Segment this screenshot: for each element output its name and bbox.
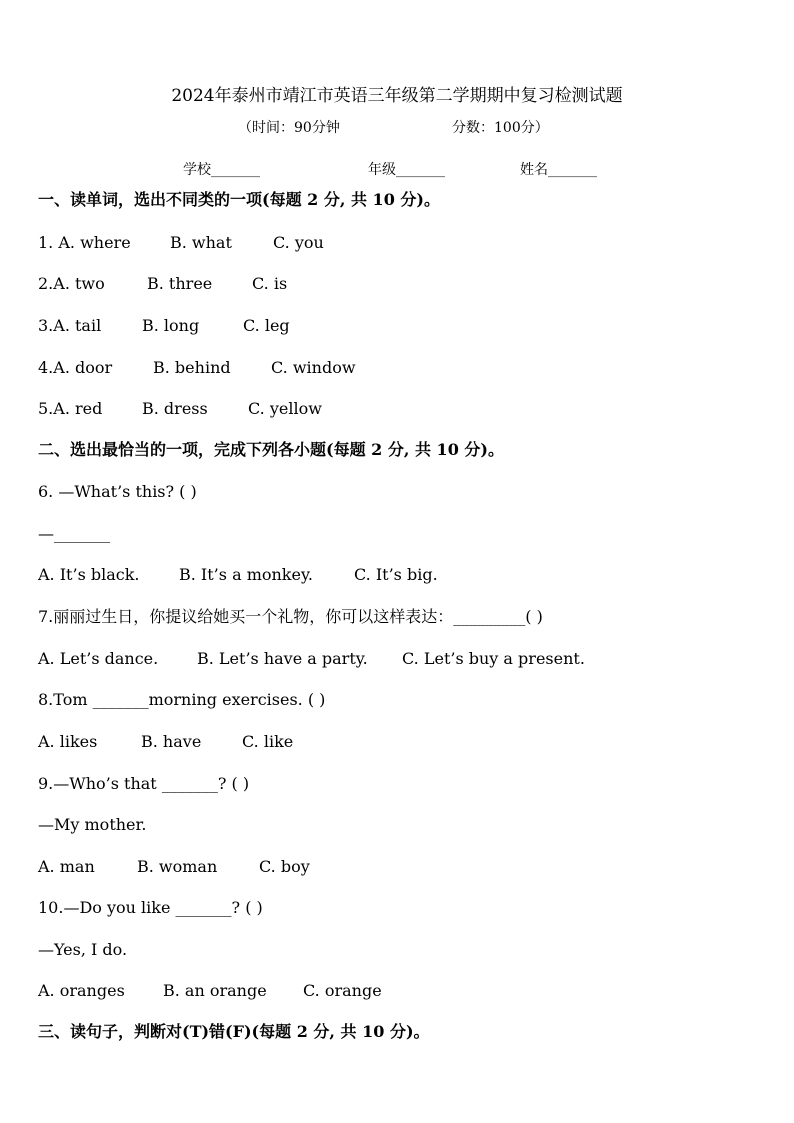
school-field: 学校_______	[183, 162, 260, 178]
grade-field: 年级_______	[368, 162, 445, 178]
question-10-answer-line: —Yes, I do.	[38, 940, 128, 959]
question-3-option-b: B. long	[142, 316, 200, 335]
question-4	[38, 358, 356, 378]
question-7-option-b: B. Let’s have a party.	[197, 649, 368, 668]
exam-time: （时间：90分钟	[238, 120, 340, 136]
question-6-option-c: C. It’s big.	[354, 565, 438, 584]
question-9-option-c: C. boy	[259, 857, 310, 876]
name-field: 姓名_______	[520, 162, 597, 178]
question-7-options	[38, 649, 585, 669]
question-8-option-a: A. likes	[38, 732, 98, 751]
question-6-stem: 6. —What’s this? ( )	[38, 482, 197, 501]
question-2-option-c: C. is	[252, 274, 288, 293]
question-10-options	[38, 981, 382, 1001]
question-4-option-c: C. window	[271, 358, 356, 377]
question-5-option-c: C. yellow	[248, 399, 322, 418]
question-8-options	[38, 732, 294, 752]
section-3-title: 三、读句子，判断对(T)错(F)(每题 2 分, 共 10 分)。	[38, 1022, 430, 1041]
question-6-options	[38, 565, 438, 585]
question-6-option-b: B. It’s a monkey.	[179, 565, 313, 584]
question-1-option-b: B. what	[170, 233, 232, 252]
question-3-option-a: 3.A. tail	[38, 316, 102, 335]
question-8-stem: 8.Tom _______morning exercises. ( )	[38, 690, 326, 709]
question-5	[38, 399, 322, 419]
question-10-option-c: C. orange	[303, 981, 382, 1000]
section-1-title: 一、读单词，选出不同类的一项(每题 2 分, 共 10 分)。	[38, 190, 440, 209]
question-7-option-a: A. Let’s dance.	[38, 649, 159, 668]
question-4-option-b: B. behind	[153, 358, 231, 377]
page-title: 2024年泰州市靖江市英语三年级第二学期期中复习检测试题	[171, 86, 623, 106]
question-5-option-b: B. dress	[142, 399, 208, 418]
question-9-answer-line: —My mother.	[38, 815, 147, 834]
question-10-stem: 10.—Do you like _______? ( )	[38, 898, 263, 917]
question-3	[38, 316, 290, 336]
question-2-option-b: B. three	[147, 274, 213, 293]
question-10-option-a: A. oranges	[38, 981, 125, 1000]
question-9-stem: 9.—Who’s that _______? ( )	[38, 774, 250, 793]
question-8-option-c: C. like	[242, 732, 294, 751]
question-7-option-c: C. Let’s buy a present.	[402, 649, 585, 668]
question-1	[38, 233, 324, 253]
exam-score: 分数：100分）	[452, 120, 549, 136]
question-1-option-a: 1. A. where	[38, 233, 131, 252]
question-2	[38, 274, 288, 294]
question-1-option-c: C. you	[273, 233, 324, 252]
question-5-option-a: 5.A. red	[38, 399, 103, 418]
question-10-option-b: B. an orange	[163, 981, 267, 1000]
question-6-option-a: A. It’s black.	[38, 565, 140, 584]
question-4-option-a: 4.A. door	[38, 358, 113, 377]
question-3-option-c: C. leg	[243, 316, 290, 335]
question-6-answer-line: —_______	[38, 524, 110, 543]
question-9-option-a: A. man	[38, 857, 95, 876]
question-9-option-b: B. woman	[137, 857, 218, 876]
section-2-title: 二、选出最恰当的一项，完成下列各小题(每题 2 分, 共 10 分)。	[38, 440, 504, 459]
question-7-stem: 7.丽丽过生日，你提议给她买一个礼物，你可以这样表达：_________( )	[38, 607, 543, 626]
question-8-option-b: B. have	[141, 732, 202, 751]
question-9-options	[38, 857, 310, 877]
question-2-option-a: 2.A. two	[38, 274, 105, 293]
